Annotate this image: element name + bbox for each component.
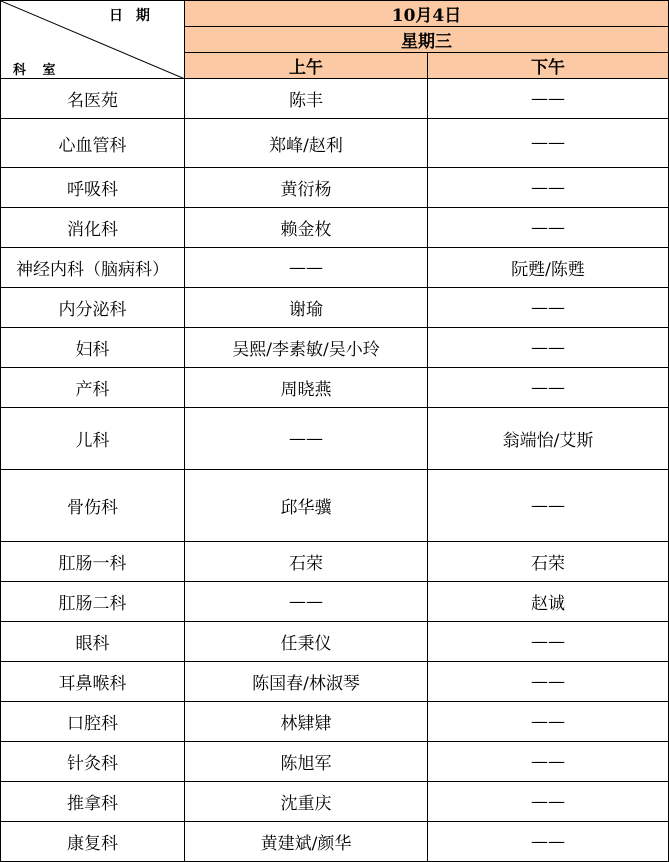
table-row: [1, 79, 669, 119]
pm-header: 下午: [428, 53, 669, 79]
am-doctor-cell: ——: [185, 582, 428, 622]
dept-cell: 妇科: [1, 328, 185, 368]
pm-doctor-cell: ——: [428, 702, 669, 742]
dept-cell: 心血管科: [1, 119, 185, 168]
am-doctor-cell: 陈国春/林淑琴: [185, 662, 428, 702]
am-doctor-cell: 周晓燕: [185, 368, 428, 408]
am-doctor-cell: 林肄肄: [185, 702, 428, 742]
am-doctor-cell: 黄建斌/颜华: [185, 822, 428, 862]
pm-doctor-cell: ——: [428, 119, 669, 168]
table-row: [1, 328, 669, 368]
dept-cell: 骨伤科: [1, 470, 185, 542]
dept-cell: 内分泌科: [1, 288, 185, 328]
dept-cell: 呼吸科: [1, 168, 185, 208]
dept-cell: 肛肠一科: [1, 542, 185, 582]
dept-cell: 儿科: [1, 408, 185, 470]
table-row: [1, 782, 669, 822]
am-doctor-cell: 沈重庆: [185, 782, 428, 822]
dept-cell: 神经内科（脑病科）: [1, 248, 185, 288]
am-doctor-cell: ——: [185, 408, 428, 470]
table-row: [1, 119, 669, 168]
dept-cell: 消化科: [1, 208, 185, 248]
am-doctor-cell: 陈丰: [185, 79, 428, 119]
dept-cell: 康复科: [1, 822, 185, 862]
pm-doctor-cell: 石荣: [428, 542, 669, 582]
dept-cell: 耳鼻喉科: [1, 662, 185, 702]
table-row: [1, 288, 669, 328]
table-row: [1, 702, 669, 742]
table-row: [1, 408, 669, 470]
pm-doctor-cell: ——: [428, 208, 669, 248]
am-header: 上午: [185, 53, 428, 79]
table-row: [1, 542, 669, 582]
am-doctor-cell: 郑峰/赵利: [185, 119, 428, 168]
am-doctor-cell: 陈旭军: [185, 742, 428, 782]
dept-cell: 肛肠二科: [1, 582, 185, 622]
pm-doctor-cell: ——: [428, 168, 669, 208]
am-doctor-cell: ——: [185, 248, 428, 288]
pm-doctor-cell: ——: [428, 470, 669, 542]
pm-doctor-cell: 翁端怡/艾斯: [428, 408, 669, 470]
table-row: [1, 470, 669, 542]
weekday-header: 星期三: [185, 27, 669, 53]
corner-date-label: 日 期: [109, 8, 154, 24]
am-doctor-cell: 吴熙/李素敏/吴小玲: [185, 328, 428, 368]
pm-doctor-cell: ——: [428, 662, 669, 702]
dept-cell: 口腔科: [1, 702, 185, 742]
table-row: [1, 368, 669, 408]
pm-doctor-cell: ——: [428, 742, 669, 782]
table-row: [1, 662, 669, 702]
dept-cell: 推拿科: [1, 782, 185, 822]
table-row: [1, 208, 669, 248]
pm-doctor-cell: ——: [428, 288, 669, 328]
pm-doctor-cell: ——: [428, 368, 669, 408]
am-doctor-cell: 邱华骥: [185, 470, 428, 542]
pm-doctor-cell: ——: [428, 79, 669, 119]
table-row: [1, 742, 669, 782]
pm-doctor-cell: ——: [428, 822, 669, 862]
table-row: [1, 622, 669, 662]
table-row: [1, 582, 669, 622]
am-doctor-cell: 黄衍杨: [185, 168, 428, 208]
am-doctor-cell: 石荣: [185, 542, 428, 582]
corner-header-cell: [1, 1, 185, 79]
pm-doctor-cell: ——: [428, 328, 669, 368]
date-header: 10月4日: [185, 1, 669, 27]
pm-doctor-cell: ——: [428, 782, 669, 822]
dept-cell: 针灸科: [1, 742, 185, 782]
dept-cell: 名医苑: [1, 79, 185, 119]
table-row: [1, 822, 669, 862]
corner-dept-label: 科 室: [13, 63, 62, 78]
pm-doctor-cell: 阮甦/陈甦: [428, 248, 669, 288]
am-doctor-cell: 赖金枚: [185, 208, 428, 248]
am-doctor-cell: 谢瑜: [185, 288, 428, 328]
pm-doctor-cell: 赵诚: [428, 582, 669, 622]
dept-cell: 产科: [1, 368, 185, 408]
am-doctor-cell: 任秉仪: [185, 622, 428, 662]
pm-doctor-cell: ——: [428, 622, 669, 662]
table-row: [1, 248, 669, 288]
dept-cell: 眼科: [1, 622, 185, 662]
table-row: [1, 168, 669, 208]
